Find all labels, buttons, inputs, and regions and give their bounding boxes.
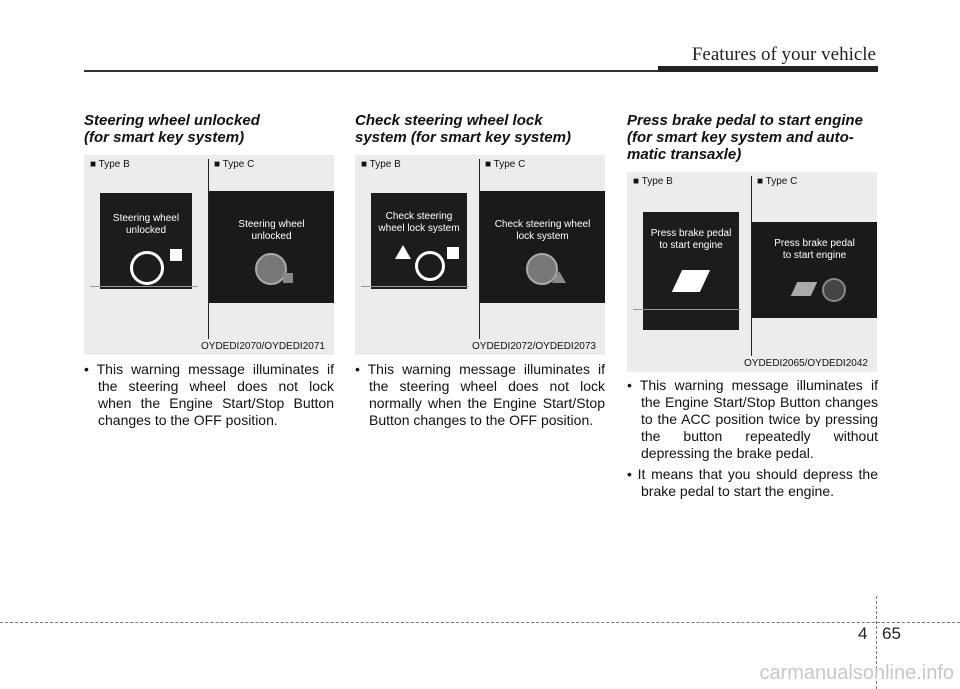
screen-type-b [643,212,739,330]
lock-icon [283,273,293,283]
section-check-steering-lock [355,112,605,146]
screen-b-text: Check steering wheel lock system [378,211,460,234]
screen-type-c [209,191,334,303]
type-b-label: ■ Type B [633,176,673,187]
type-c-label: ■ Type C [485,159,526,170]
screen-b-text: Steering wheel unlocked [112,213,180,236]
chapter-number: 4 [858,624,868,643]
section-title-line1: Steering wheel unlocked [84,112,260,129]
screen-type-c [752,222,877,318]
screen-b-rule [90,286,198,287]
figure-steering-unlocked [84,155,334,355]
section-title-line2: (for smart key system and auto- [627,129,854,146]
brake-pedal-icon [672,270,710,292]
page-number: 65 [882,624,901,643]
type-b-label: ■ Type B [90,159,130,170]
warning-icon [552,271,566,283]
screen-c-text: Check steering wheel lock system [494,219,591,242]
screen-b-rule [361,286,469,287]
steering-wheel-icon [130,251,164,285]
bullet-item: • This warning message illuminates if the steering wheel does not lock when the Engine Start/Stop Button changes to the OFF position. [84,361,334,428]
footer-rule [0,622,960,623]
section-title-line2: system (for smart key system) [355,129,571,146]
screen-c-text: Steering wheel unlocked [238,219,305,242]
section-title-line1: Check steering wheel lock [355,112,543,129]
warning-icon [395,245,411,259]
section-body [355,361,605,433]
section-steering-unlocked [84,112,334,146]
section-body [627,377,878,504]
section-press-brake [627,112,877,163]
screen-b-rule [633,309,741,310]
lock-icon [170,249,182,261]
figure-code: OYDEDI2072/OYDEDI2073 [472,341,596,352]
screen-c-text: Press brake pedal to start engine [774,238,855,261]
brake-pedal-icon [791,282,818,296]
header-title: Features of your vehicle [691,44,876,65]
screen-b-text: Press brake pedal to start engine [650,228,732,251]
section-title-line2: (for smart key system) [84,129,245,146]
bullet-item: • This warning message illuminates if the steering wheel does not lock normally when the Engine Start/Stop Button changes to the OFF position. [355,361,605,428]
type-b-label: ■ Type B [361,159,401,170]
header-rule-accent [658,66,878,72]
lock-icon [447,247,459,259]
figure-code: OYDEDI2065/OYDEDI2042 [744,358,868,369]
type-c-label: ■ Type C [214,159,255,170]
screen-type-b [371,193,467,289]
figure-press-brake [627,172,877,372]
section-title-line3: matic transaxle) [627,146,742,163]
type-c-label: ■ Type C [757,176,798,187]
figure-code: OYDEDI2070/OYDEDI2071 [201,341,325,352]
screen-type-b [100,193,192,289]
screen-type-c [480,191,605,303]
bullet-item: • It means that you should depress the brake pedal to start the engine. [627,466,878,499]
section-title-line1: Press brake pedal to start engine [627,112,863,129]
section-body [84,361,334,433]
steering-wheel-icon [415,251,445,281]
watermark: carmanualsonline.info [759,662,954,684]
start-button-icon [822,278,846,302]
bullet-item: • This warning message illuminates if the Engine Start/Stop Button changes to the ACC position twice by pressing the button repeatedly without depressing the brake pedal. [627,377,878,461]
figure-check-steering-lock [355,155,605,355]
